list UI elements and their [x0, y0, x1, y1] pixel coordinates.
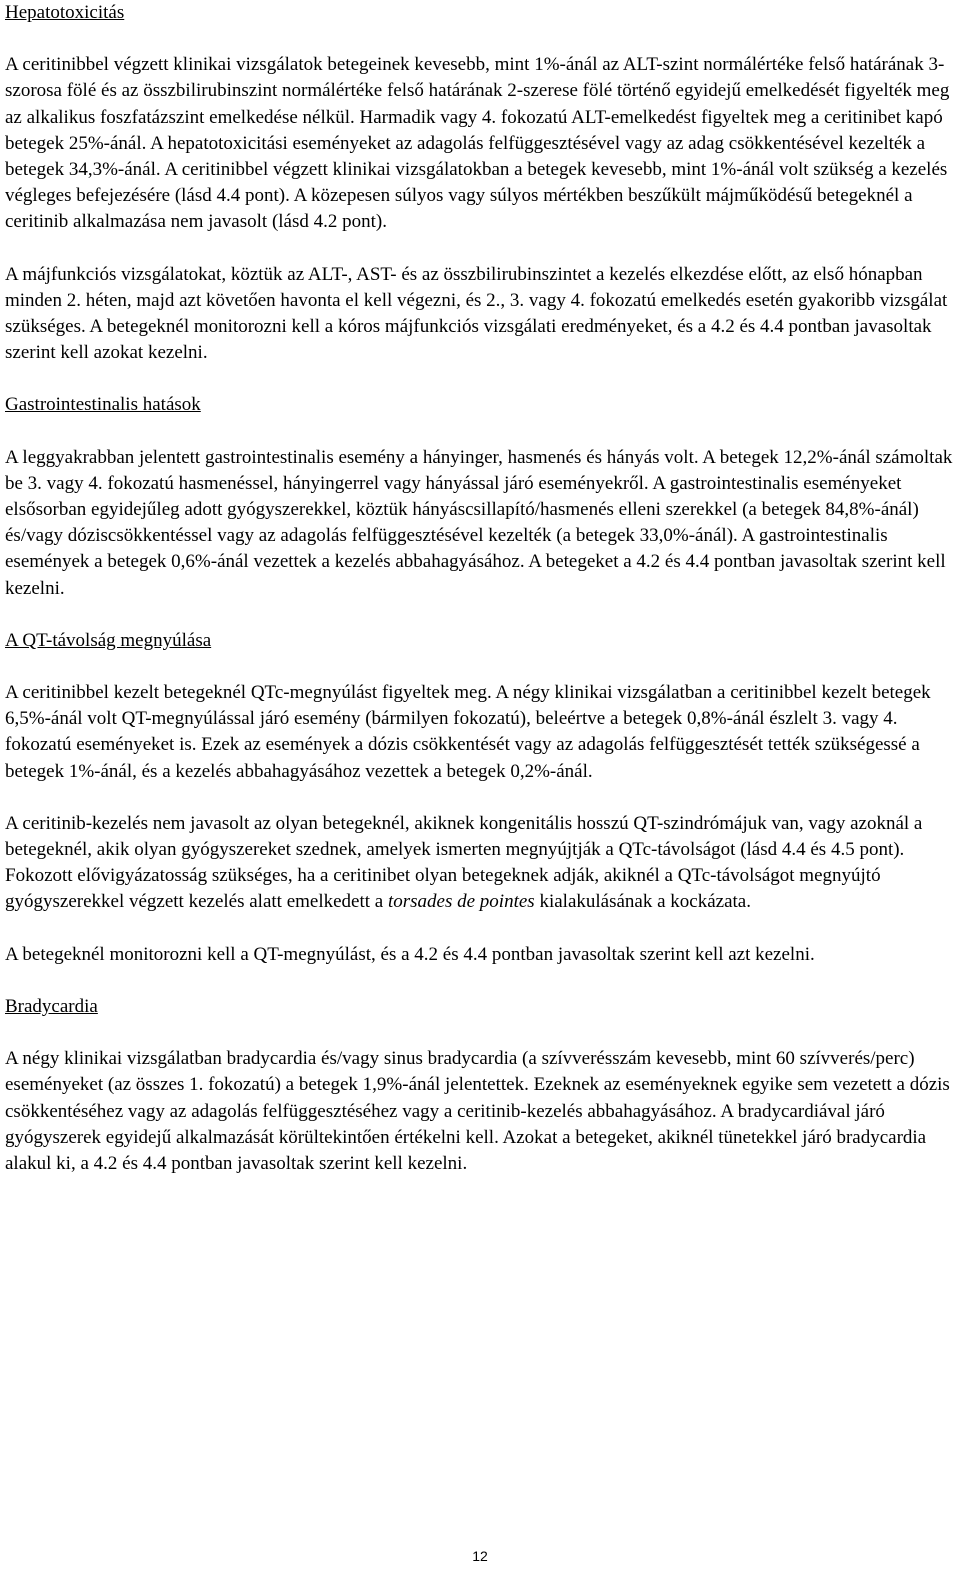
heading-gastrointestinal: Gastrointestinalis hatások: [5, 394, 201, 416]
page-number: 12: [472, 1548, 488, 1564]
paragraph-gastrointestinal-1: A leggyakrabban jelentett gastrointestinalis esemény a hányinger, hasmenés és hányás volt. A betegek 12,2%-ánál számoltak be 3. vagy 4. fokozatú hasmenéssel, hányingerrel vagy hányással járó eseményekről. A gastrointestinalis eseményeket elsősorban egyidejűleg adott gyógyszerekkel, köztük hányáscsillapító/hasmenés elleni szerekkel (a betegek 84,8%-ánál) és/vagy dóziscsökkentéssel vagy az adagolás felfüggesztésével kezelték (a betegek 33,0%-ánál). A gastrointestinalis események a betegek 0,6%-ánál vezettek a kezelés abbahagyásához. A betegeket a 4.2 és 4.4 pontban javasoltak szerint kell kezelni.: [5, 446, 953, 599]
paragraph-hepatotoxicity-1: A ceritinibbel végzett klinikai vizsgálatok betegeinek kevesebb, mint 1%-ánál az ALT-szint normálértéke felső határának 3-szorosa fölé és az összbilirubinszint normálértéke felső határának 2-szerese fölé történő egyidejű emelkedését figyelték meg az alkalikus foszfatázszint emelkedése nélkül. Harmadik vagy 4. fokozatú ALT-emelkedést figyeltek meg a ceritinibet kapó betegek 25%-ánál. A hepatotoxicitási eseményeket az adagolás felfüggesztésével vagy az adag csökkentésével kezelték a betegek 34,3%-ánál. A ceritinibbel végzett klinikai vizsgálatokban a betegek kevesebb, mint 1%-ánál volt szükség a kezelés végleges befejezésére (lásd 4.4 pont). A közepesen súlyos vagy súlyos mértékben beszűkült májműködésű betegeknél a ceritinib alkalmazása nem javasolt (lásd 4.2 pont).: [5, 54, 950, 233]
paragraph-qt-2: [5, 811, 953, 916]
paragraph-qt-2-italic: torsades de pointes: [387, 891, 535, 913]
document-page: [5, 0, 953, 1177]
heading-hepatotoxicity: Hepatotoxicitás: [5, 2, 125, 23]
heading-bradycardia: Bradycardia: [5, 995, 98, 1017]
paragraph-qt-1: A ceritinibbel kezelt betegeknél QTc-megnyúlást figyeltek meg. A négy klinikai vizsgálatban a ceritinibbel kezelt betegek 6,5%-ánál volt QT-megnyúlással járó esemény (bármilyen fokozatú), beleértve a betegek 0,8%-ánál észlelt 3. vagy 4. fokozatú eseményeket is. Ezek az események a dózis csökkentését vagy az adagolás felfüggesztését tették szükségessé a betegek 1%-ánál, és a kezelés abbahagyásához vezettek a betegek 0,2%-ánál.: [5, 682, 931, 782]
paragraph-qt-2-text-b: kialakulásának a kockázata.: [534, 891, 751, 913]
paragraph-bradycardia-1: A négy klinikai vizsgálatban bradycardia és/vagy sinus bradycardia (a szívverésszám kevesebb, mint 60 szívverés/perc) eseményeket (az összes 1. fokozatú) a betegek 1,9%-ánál jelentettek. Ezeknek az eseményeknek egyike sem vezetett a dózis csökkentéséhez vagy az adagolás felfüggesztéséhez vagy a ceritinib-kezelés abbahagyásához. A bradycardiával járó gyógyszerek egyidejű alkalmazását körültekintően értékelni kell. Azokat a betegeket, akiknél tünetekkel járó bradycardia alakul ki, a 4.2 és 4.4 pontban javasoltak szerint kell kezelni.: [5, 1048, 950, 1174]
paragraph-hepatotoxicity-2: A májfunkciós vizsgálatokat, köztük az ALT-, AST- és az összbilirubinszintet a kezelés elkezdése előtt, az első hónapban minden 2. héten, majd azt követően havonta el kell végezni, és 2., 3. vagy 4. fokozatú emelkedés esetén gyakoribb vizsgálat szükséges. A betegeknél monitorozni kell a kóros májfunkciós vizsgálati eredményeket, és a 4.2 és 4.4 pontban javasoltak szerint kell azokat kezelni.: [5, 263, 948, 364]
paragraph-qt-2-text-a: A ceritinib-kezelés nem javasolt az olyan betegeknél, akiknek kongenitális hosszú QT-szindrómájuk van, vagy azoknál a betegeknél, akik olyan gyógyszereket szednek, amelyek ismerten megnyújtják a QTc-távolságot (lásd 4.4 és 4.5 pont). Fokozott elővigyázatosság szükséges, ha a ceritinibet olyan betegeknek adják, akiknél a QTc-távolságot megnyújtó gyógyszerekkel végzett kezelés alatt emelkedett a: [5, 812, 923, 913]
paragraph-qt-3: A betegeknél monitorozni kell a QT-megnyúlást, és a 4.2 és 4.4 pontban javasoltak szerint kell azt kezelni.: [5, 943, 815, 965]
heading-qt-prolongation: A QT-távolság megnyúlása: [5, 629, 212, 651]
